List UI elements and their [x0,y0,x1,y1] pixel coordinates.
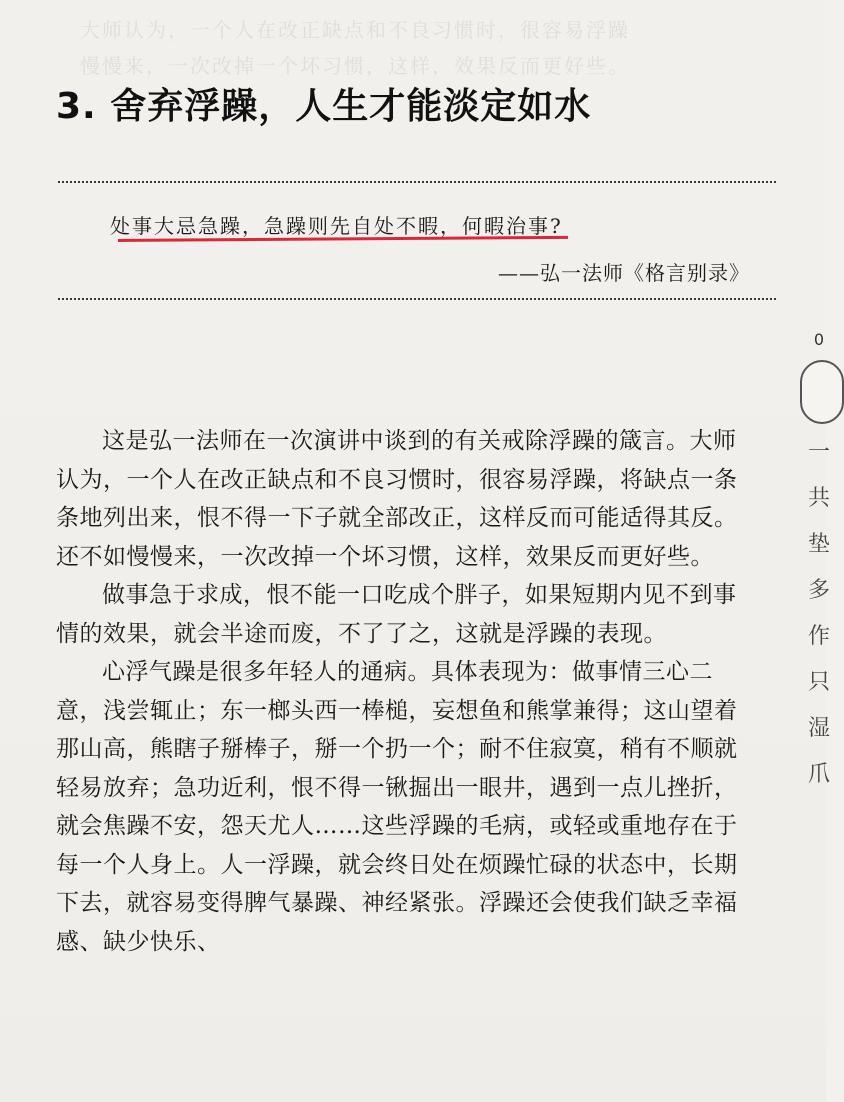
side-page-chars [808,430,834,798]
paragraph: 做事急于求成，恨不能一口吃成个胖子，如果短期内见不到事情的效果，就会半途而废，不了了之，这就是浮躁的表现。 [56,582,737,647]
bleed-through-text [80,12,780,84]
side-char: 多 [808,578,831,603]
side-char: 作 [808,624,831,649]
scroll-ornament-icon [800,360,844,424]
side-char: 一 [808,440,831,465]
side-page-number: 0 [813,330,824,349]
bleed-line: 大师认为，一个人在改正缺点和不良习惯时，很容易浮躁 [80,18,630,42]
dotted-divider-top [58,181,776,183]
adjacent-page-edge [796,320,831,787]
bleed-line: 慢慢来，一次改掉一个坏习惯，这样，效果反而更好些。 [80,54,630,78]
dotted-divider-bottom [58,298,776,300]
side-char: 只 [808,670,831,695]
epigraph-attribution: ——弘一法师《格言别录》 [498,261,750,285]
side-char: 垫 [808,532,831,557]
paragraph: 心浮气躁是很多年轻人的通病。具体表现为：做事情三心二意，浅尝辄止；东一榔头西一棒槌，妄想鱼和熊掌兼得；这山望着那山高，熊瞎子掰棒子，掰一个扔一个；耐不住寂寞，稍有不顺就轻易放弃；急功近利，恨不得一锹掘出一眼井，遇到一点儿挫折，就会焦躁不安，怨天尤人……这些浮躁的毛病，或轻或重地存在于每一个人身上。人一浮躁，就会终日处在烦躁忙碌的状态中，长期下去，就容易变得脾气暴躁、神经紧张。浮躁还会使我们缺乏幸福感、缺少快乐、 [56,659,738,955]
side-char: 湿 [808,716,831,741]
body-text [56,422,756,961]
paragraph: 这是弘一法师在一次演讲中谈到的有关戒除浮躁的箴言。大师认为，一个人在改正缺点和不良习惯时，很容易浮躁，将缺点一条条地列出来，恨不得一下子就全部改正，这样反而可能适得其反。还不如慢慢来，一次改掉一个坏习惯，这样，效果反而更好些。 [56,428,738,570]
side-char: 共 [808,486,831,511]
epigraph-quote: 处事大忌急躁，急躁则先自处不暇，何暇治事? [110,214,563,238]
section-title: 3. 舍弃浮躁，人生才能淡定如水 [56,86,592,127]
side-char: 爪 [808,762,831,787]
